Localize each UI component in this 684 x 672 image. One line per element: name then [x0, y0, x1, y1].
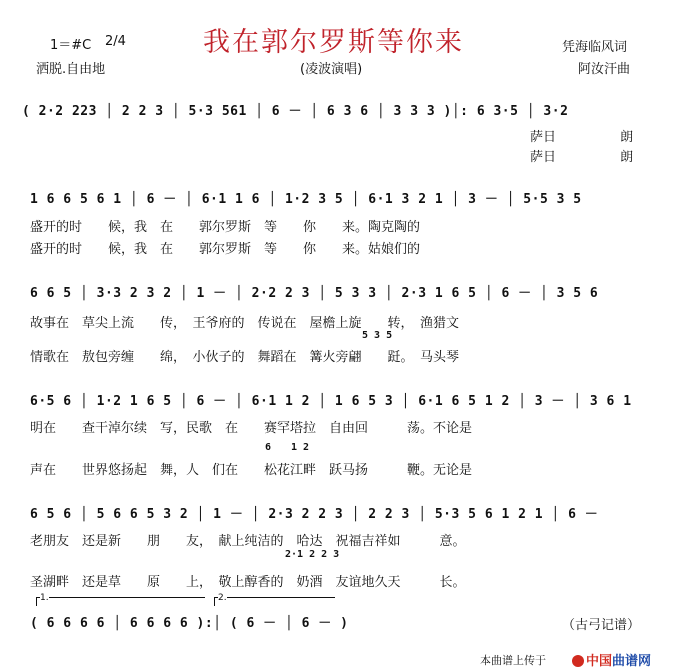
logo-icon: [572, 655, 584, 667]
volta-bracket-2: [214, 593, 335, 606]
staff-6-notes: ( 6 6 6 6 │ 6 6 6 6 ):│ ( 6 － │ 6 － ): [30, 616, 349, 631]
staff-3-verse-1: 故事在 草尖上流 传， 王爷府的 传说在 屋檐上旋 转， 渔猎文: [30, 316, 460, 331]
staff-4-verse-2: 声在 世界悠扬起 舞，人 们在 松花江畔 跃马扬 鞭。无论是: [30, 463, 473, 478]
logo-text-cn: 中国: [586, 654, 613, 669]
staff-5-alt-notes: 2·1 2 2 3: [285, 549, 340, 560]
staff-3-alt-notes: 5 3 5: [362, 330, 393, 341]
time-signature: 2/4: [105, 34, 126, 49]
logo-text-qupu: 曲谱网: [612, 654, 652, 669]
staff-4-verse-1: 明在 查干淖尔续 写，民歌 在 赛罕塔拉 自由回 荡。不论是: [30, 421, 473, 436]
staff-5-notes: 6 5 6 │ 5 6 6 5 3 2 │ 1 － │ 2·3 2 2 3 │ 2 2 3 │ 5·3 5 6 1 2 1 │ 6 －: [30, 507, 599, 522]
staff-1-notes: ( 2·2 223 │ 2 2 3 │ 5·3 561 │ 6 － │ 6 3 6 │ 3 3 3 )│: 6 3·5 │ 3·2: [22, 104, 569, 119]
staff-2-verse-1: 盛开的时 候，我 在 郭尔罗斯 等 你 来。陶克陶的: [30, 220, 421, 235]
staff-3-notes: 6 6 5 │ 3·3 2 3 2 │ 1 － │ 2·2 2 3 │ 5 3 3 │ 2·3 1 6 5 │ 6 － │ 3 5 6: [30, 286, 599, 301]
tempo-marking: 洒脱.自由地: [36, 62, 106, 77]
staff-2-verse-2: 盛开的时 候，我 在 郭尔罗斯 等 你 来。姑娘们的: [30, 242, 421, 257]
staff-5-verse-1: 老朋友 还是新 朋 友， 献上纯洁的 哈达 祝福吉祥如 意。: [30, 534, 466, 549]
singer-credit: (凌波演唱): [300, 62, 363, 77]
lyricist-credit: 凭海临风词: [562, 40, 628, 55]
staff-4-alt-notes: 6 1 2: [265, 442, 310, 453]
staff-4-notes: 6·5 6 │ 1·2 1 6 5 │ 6 － │ 6·1 1 2 │ 1 6 5 3 │ 6·1 6 5 1 2 │ 3 － │ 3 6 1: [30, 394, 632, 409]
volta-1-label: 1.: [40, 593, 49, 603]
site-logo: [572, 650, 651, 669]
composer-credit: 阿汝汗曲: [578, 62, 631, 77]
staff-5-verse-2: 圣湖畔 还是草 原 上， 敬上醇香的 奶酒 友谊地久天 长。: [30, 575, 466, 590]
staff-2-notes: 1 6 6 5 6 1 │ 6 － │ 6·1 1 6 │ 1·2 3 5 │ 6·1 3 2 1 │ 3 － │ 5·5 3 5: [30, 192, 582, 207]
volta-bracket-1: [36, 593, 205, 606]
volta-2-label: 2.: [218, 593, 227, 603]
staff-1-verse-1: 萨日 朗: [530, 130, 634, 145]
key-signature: 1＝#C: [50, 38, 92, 53]
transcriber-note: （古弓记谱）: [562, 618, 641, 633]
song-title: 我在郭尔罗斯等你来: [203, 27, 464, 58]
upload-note: 本曲谱上传于: [480, 654, 546, 667]
staff-1-verse-2: 萨日 朗: [530, 150, 634, 165]
staff-3-verse-2: 情歌在 敖包旁缠 绵， 小伙子的 舞蹈在 篝火旁翩 跹。 马头琴: [30, 350, 460, 365]
